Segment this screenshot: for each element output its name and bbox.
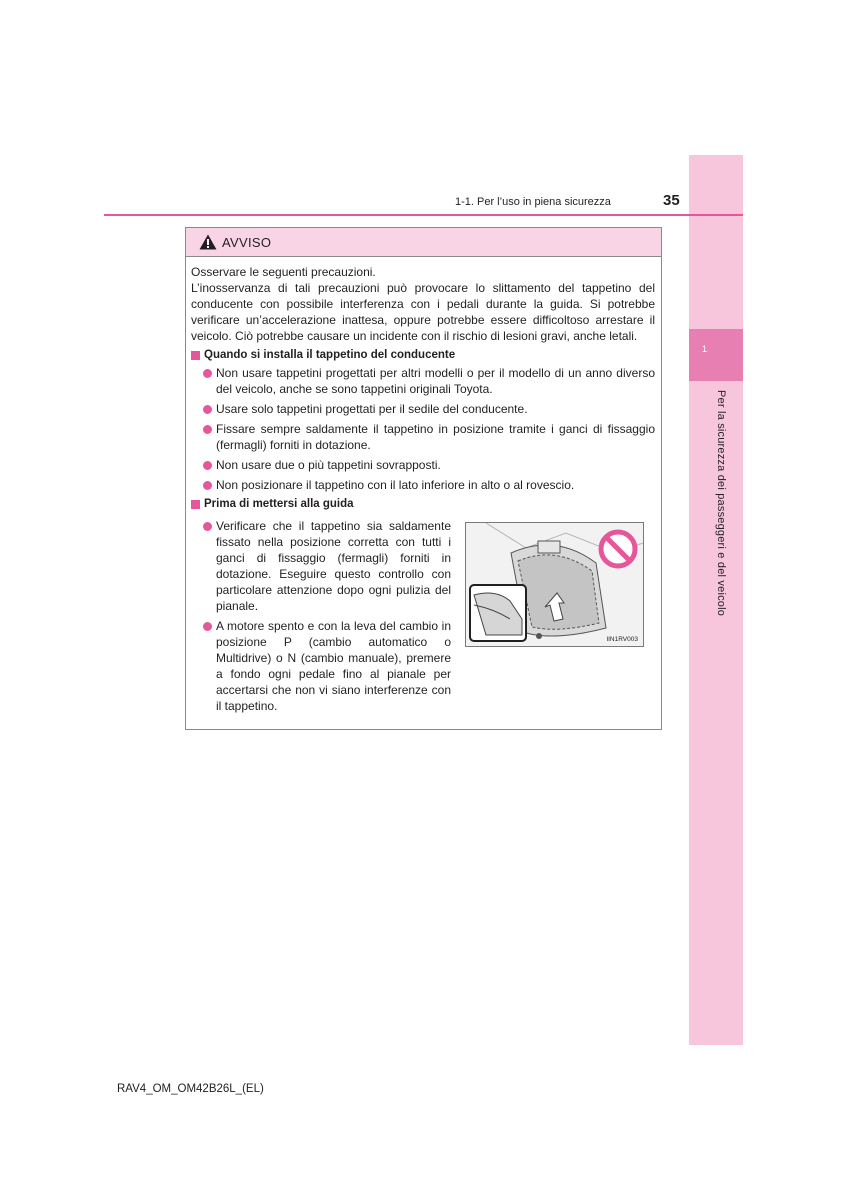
illustration-code: IIN1RV003 xyxy=(606,636,638,643)
list-item xyxy=(191,401,655,417)
warning-box xyxy=(185,227,662,730)
section-title: 1-1. Per l’uso in piena sicurezza xyxy=(455,196,611,208)
bullet-dot-icon xyxy=(203,425,212,434)
list-item-text: Usare solo tappetini progettati per il sedile del conducente. xyxy=(216,402,528,416)
warning-triangle-icon xyxy=(199,234,217,250)
floor-mat-illustration xyxy=(465,522,644,647)
footer-doc-code: RAV4_OM_OM42B26L_(EL) xyxy=(117,1083,264,1095)
list-item xyxy=(191,457,655,473)
chapter-number: 1 xyxy=(702,344,708,354)
list-item-text: Non usare due o più tappetini sovrapposti. xyxy=(216,458,441,472)
list-item xyxy=(191,365,655,397)
square-bullet-icon xyxy=(191,500,200,509)
section1-heading-text: Quando si installa il tappetino del conducente xyxy=(204,349,456,361)
section2-heading-text: Prima di mettersi alla guida xyxy=(204,498,354,510)
bullet-dot-icon xyxy=(203,481,212,490)
list-item-text: Non usare tappetini progettati per altri modelli o per il modello di un anno diverso del veicolo, anche se sono tappetini originali Toyota. xyxy=(216,366,655,396)
chapter-title: Per la sicurezza dei passeggeri e del veicolo xyxy=(715,390,727,617)
list-item xyxy=(191,477,655,493)
intro-line-1: Osservare le seguenti precauzioni. xyxy=(191,265,376,279)
warning-header xyxy=(186,228,661,257)
section2-heading xyxy=(191,498,655,510)
bullet-dot-icon xyxy=(203,622,212,631)
bullet-dot-icon xyxy=(203,522,212,531)
list-item-text: Fissare sempre saldamente il tappetino in posizione tramite i ganci di fissaggio (fermagli) forniti in dotazione. xyxy=(216,422,655,452)
bullet-dot-icon xyxy=(203,461,212,470)
bullet-dot-icon xyxy=(203,405,212,414)
list-item-text: Non posizionare il tappetino con il lato inferiore in alto o al rovescio. xyxy=(216,478,575,492)
intro-paragraph: L’inosservanza di tali precauzioni può provocare lo slittamento del tappetino del conducente con possibile interferenza con i pedali durante la guida. Si potrebbe verificare un’accelerazione inattesa, oppure potrebbe essere difficoltoso arrestare il veicolo. Ciò potrebbe causare un incidente con il rischio di lesioni gravi, anche letali. xyxy=(191,281,655,343)
header-rule xyxy=(104,214,743,216)
list-item-text: A motore spento e con la leva del cambio in posizione P (cambio automatico o Multidrive) o N (cambio manuale), premere a fondo ogni pedale fino al pianale per accertarsi che non vi siano interferenze con il tappetino. xyxy=(216,619,451,713)
floor-mat-drawing xyxy=(466,523,643,646)
list-item-text: Verificare che il tappetino sia saldamente fissato nella posizione corretta con tutti i ganci di fissaggio (fermagli) forniti in dotazione. Eseguire questo controllo con particolare attenzione dopo ogni pulizia del pianale. xyxy=(216,519,451,613)
list-item xyxy=(191,421,655,453)
chapter-box xyxy=(689,329,743,381)
square-bullet-icon xyxy=(191,351,200,360)
page-number: 35 xyxy=(663,192,680,209)
section1-heading xyxy=(191,349,655,361)
bullet-dot-icon xyxy=(203,369,212,378)
warning-title: AVVISO xyxy=(222,234,272,250)
